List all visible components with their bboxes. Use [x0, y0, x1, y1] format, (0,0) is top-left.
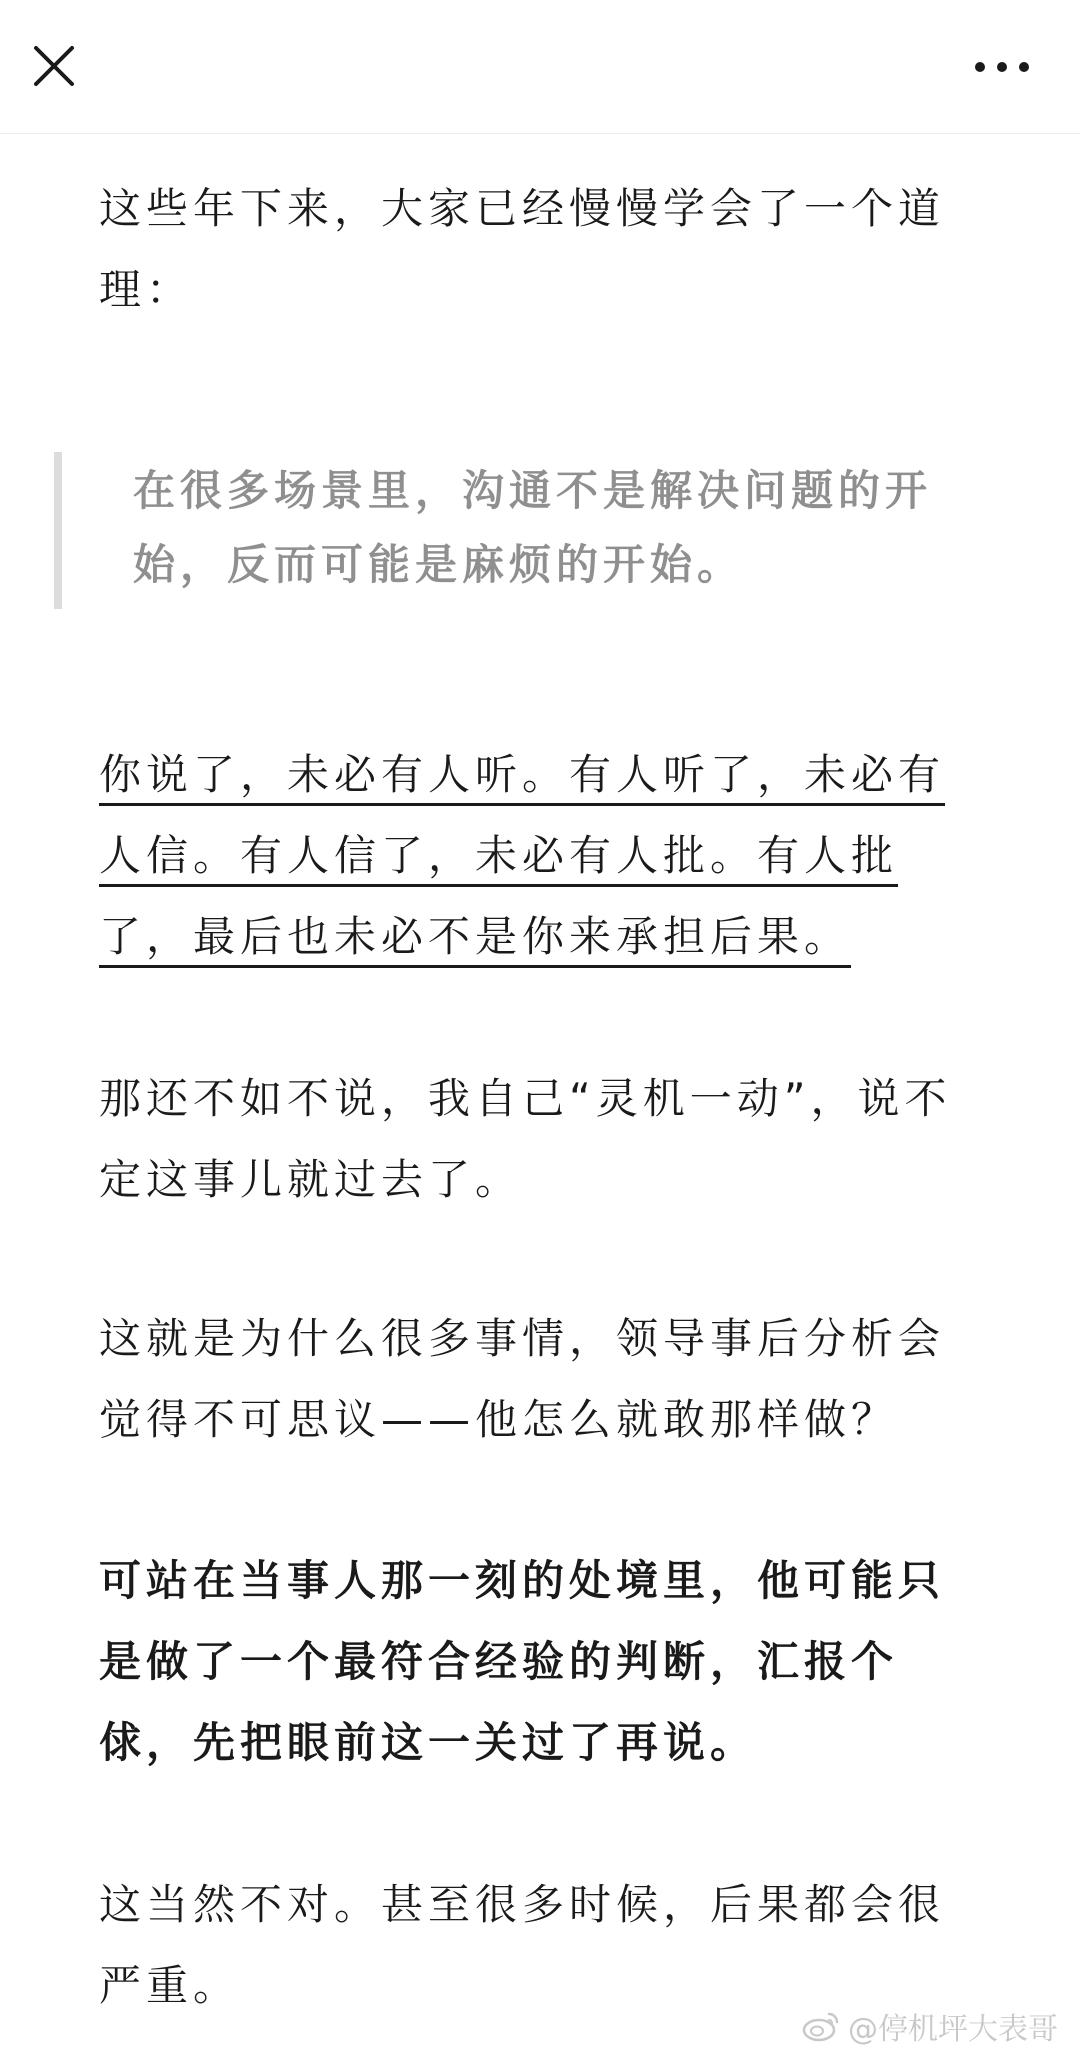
more-dots-icon: [966, 52, 1038, 82]
underlined-text: 你说了，未必有人听。有人听了，未必有人信。有人信了，未必有人批。有人批了，最后也未必不是你来承担后果。: [99, 750, 946, 961]
paragraph-6: 这当然不对。甚至很多时候，后果都会很严重。: [99, 1880, 946, 2010]
paragraph-4: 这就是为什么很多事情，领导事后分析会觉得不可思议——他怎么就敢那样做？: [99, 1314, 946, 1444]
paragraph-underlined: [99, 734, 983, 977]
paragraph-3: 那还不如不说，我自己“灵机一动”，说不定这事儿就过去了。: [99, 1074, 952, 1204]
more-options-button[interactable]: [966, 52, 1038, 82]
close-button[interactable]: [26, 38, 82, 94]
quote-bar: [54, 452, 62, 609]
top-bar: [0, 0, 1080, 134]
weibo-icon: [802, 2009, 842, 2043]
paragraph-bold: 可站在当事人那一刻的处境里，他可能只是做了一个最符合经验的判断，汇报个俅，先把眼前这一关过了再说。: [99, 1556, 946, 1767]
quote-text: 在很多场景里，沟通不是解决问题的开始，反而可能是麻烦的开始。: [133, 466, 933, 589]
close-icon: [26, 38, 82, 94]
watermark-text: @停机坪大表哥: [848, 2012, 1058, 2047]
watermark: [802, 2004, 1058, 2048]
paragraph-intro: 这些年下来，大家已经慢慢学会了一个道理：: [99, 184, 946, 314]
